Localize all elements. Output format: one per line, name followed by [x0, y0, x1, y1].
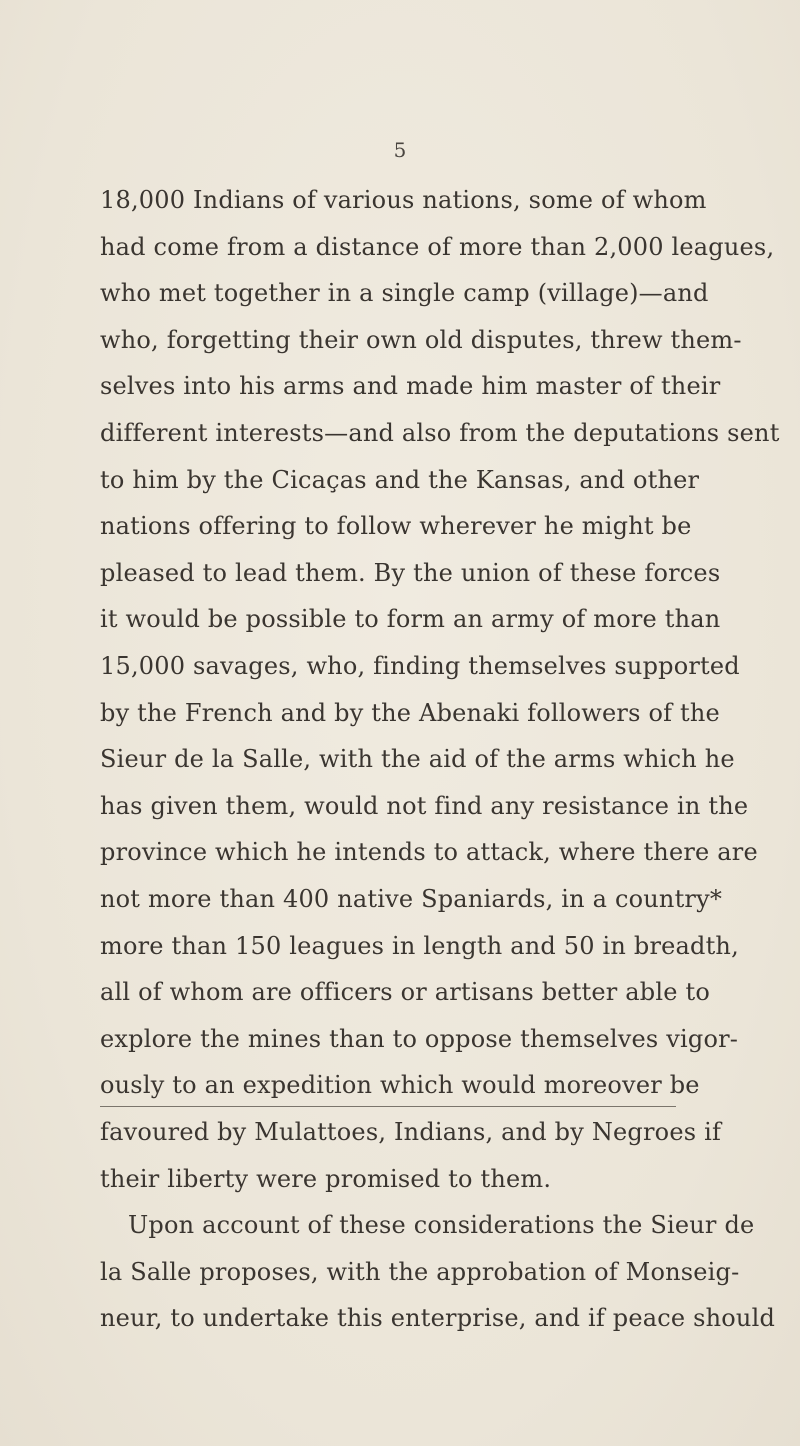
body-line: 18,000 Indians of various nations, some of whom — [100, 186, 707, 214]
body-line: nations offering to follow wherever he might be — [100, 512, 692, 541]
body-line: province which he intends to attack, where there are — [100, 838, 758, 867]
body-line: pleased to lead them. By the union of these forces — [100, 558, 721, 587]
body-line: Upon account of these considerations the Sieur de — [128, 1211, 755, 1240]
body-line: it would be possible to form an army of more than — [100, 605, 721, 634]
body-line: ously to an expedition which would moreover be — [100, 1071, 700, 1100]
body-line: neur, to undertake this enterprise, and if peace should — [100, 1304, 776, 1333]
body-line: by the French and by the Abenaki followers of the — [100, 698, 720, 727]
body-line: more than 150 leagues in length and 50 in breadth, — [100, 931, 739, 960]
body-line: la Salle proposes, with the approbation of Monseig- — [100, 1257, 740, 1286]
footnote-separator — [100, 1106, 676, 1107]
body-line: who, forgetting their own old disputes, threw them- — [100, 325, 742, 354]
body-line: Sieur de la Salle, with the aid of the arms which he — [100, 745, 735, 774]
page-number: 5 — [393, 138, 407, 162]
body-line: who met together in a single camp (village)—and — [100, 279, 709, 308]
body-line: had come from a distance of more than 2,000 leagues, — [100, 232, 775, 261]
body-line: favoured by Mulattoes, Indians, and by Negroes if — [100, 1118, 722, 1146]
body-line: not more than 400 native Spaniards, in a country* — [100, 885, 723, 913]
body-line: different interests—and also from the deputations sent — [100, 419, 780, 447]
body-line: 15,000 savages, who, finding themselves supported — [100, 652, 740, 680]
body-line: to him by the Cicaças and the Kansas, and other — [100, 465, 700, 494]
body-line: explore the mines than to oppose themselves vigor- — [100, 1024, 739, 1053]
body-line: selves into his arms and made him master of their — [100, 372, 721, 401]
body-line: their liberty were promised to them. — [100, 1164, 552, 1193]
body-line: has given them, would not find any resistance in the — [100, 791, 749, 820]
body-line: all of whom are officers or artisans better able to — [100, 978, 710, 1007]
